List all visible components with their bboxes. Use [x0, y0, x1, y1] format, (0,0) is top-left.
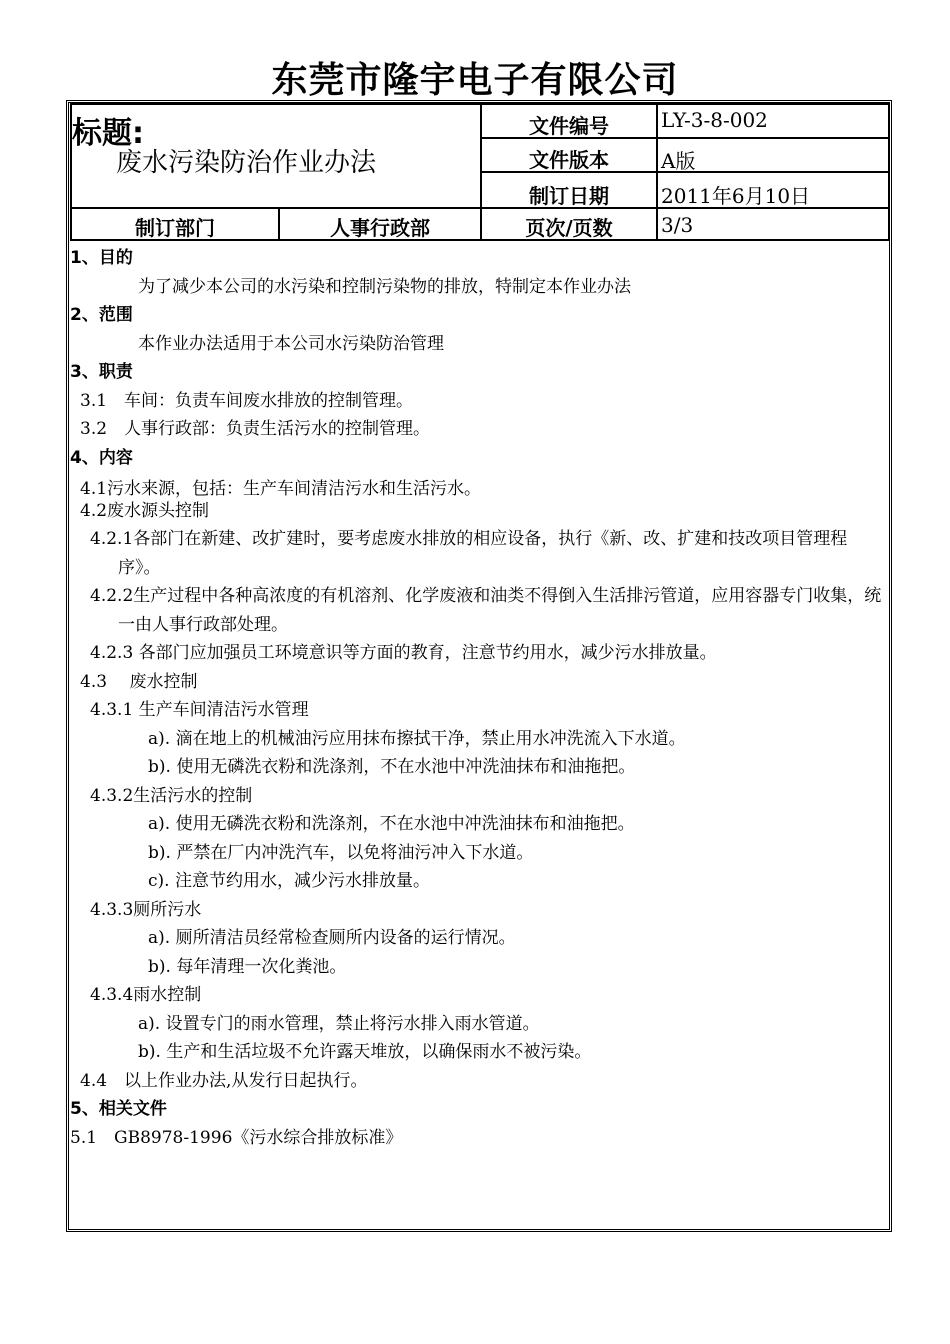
section-4-3-4-a: a). 设置专门的雨水管理，禁止将污水排入雨水管道。 — [138, 1013, 540, 1034]
date-label: 制订日期 — [529, 184, 609, 208]
section-4-3-2-b: b). 严禁在厂内冲洗汽车，以免将油污冲入下水道。 — [148, 842, 534, 863]
document-title: 废水污染防治作业办法 — [116, 148, 377, 178]
section-1-heading: 1、目的 — [70, 248, 133, 268]
section-4-3-3-a: a). 厕所清洁员经常检查厕所内设备的运行情况。 — [148, 928, 516, 948]
section-4-3: 4.3 废水控制 — [80, 671, 198, 692]
section-4-2: 4.2废水源头控制 — [80, 501, 210, 521]
section-4-1: 4.1污水来源，包括：生产车间清洁污水和生活污水。 — [80, 479, 482, 499]
section-4-2-1: 4.2.1各部门在新建、改扩建时，要考虑废水排放的相应设备，执行《新、改、扩建和技改项目管理程序》。 — [90, 529, 848, 578]
title-label: 标题: — [72, 116, 144, 151]
section-4-3-3-b: b). 每年清理一次化粪池。 — [148, 956, 347, 977]
document-body — [70, 244, 888, 1152]
page-value: 3/3 — [661, 213, 694, 237]
section-2-heading: 2、范围 — [70, 305, 133, 325]
section-4-2-2: 4.2.2生产过程中各种高浓度的有机溶剂、化学废液和油类不得倒入生活排污管道，应用容器专门收集，统一由人事行政部处理。 — [90, 586, 882, 635]
page-label: 页次/页数 — [525, 216, 613, 240]
section-4-3-1-a: a). 滴在地上的机械油污应用抹布擦拭干净，禁止用水冲洗流入下水道。 — [148, 728, 686, 749]
section-4-heading: 4、内容 — [70, 447, 133, 468]
section-4-3-3: 4.3.3厕所污水 — [90, 899, 202, 920]
section-4-3-1-b: b). 使用无磷洗衣粉和洗涤剂，不在水池中冲洗油抹布和油拖把。 — [148, 757, 636, 777]
section-5-1: 5.1 GB8978-1996《污水综合排放标准》 — [70, 1127, 403, 1148]
version-label: 文件版本 — [529, 148, 609, 172]
doc-no-label: 文件编号 — [529, 114, 609, 138]
doc-no-value: LY-3-8-002 — [661, 108, 768, 132]
section-4-2-3: 4.2.3 各部门应加强员工环境意识等方面的教育，注意节约用水，减少污水排放量。 — [90, 643, 717, 663]
section-4-3-1: 4.3.1 生产车间清洁污水管理 — [90, 700, 309, 720]
section-3-heading: 3、职责 — [70, 362, 133, 382]
section-4-3-2-a: a). 使用无磷洗衣粉和洗涤剂，不在水池中冲洗油抹布和油拖把。 — [148, 814, 635, 834]
dept-label: 制订部门 — [135, 216, 215, 240]
section-4-3-2-c: c). 注意节约用水，减少污水排放量。 — [148, 871, 430, 891]
section-4-3-2: 4.3.2生活污水的控制 — [90, 785, 253, 806]
date-value: 2011年6月10日 — [661, 184, 811, 208]
section-5-heading: 5、相关文件 — [70, 1099, 167, 1119]
section-4-3-4-b: b). 生产和生活垃圾不允许露天堆放，以确保雨水不被污染。 — [138, 1042, 592, 1062]
section-4-3-4: 4.3.4雨水控制 — [90, 985, 202, 1005]
section-3-2: 3.2 人事行政部：负责生活污水的控制管理。 — [80, 419, 431, 439]
section-3-1: 3.1 车间：负责车间废水排放的控制管理。 — [80, 390, 414, 411]
company-name: 东莞市隆宇电子有限公司 — [271, 60, 679, 101]
section-2-text: 本作业办法适用于本公司水污染防治管理 — [138, 333, 444, 354]
section-4-4: 4.4 以上作业办法,从发行日起执行。 — [80, 1070, 368, 1091]
dept-value: 人事行政部 — [330, 216, 430, 240]
version-value: A版 — [661, 149, 696, 173]
section-1-text: 为了减少本公司的水污染和控制污染物的排放，特制定本作业办法 — [138, 276, 631, 297]
